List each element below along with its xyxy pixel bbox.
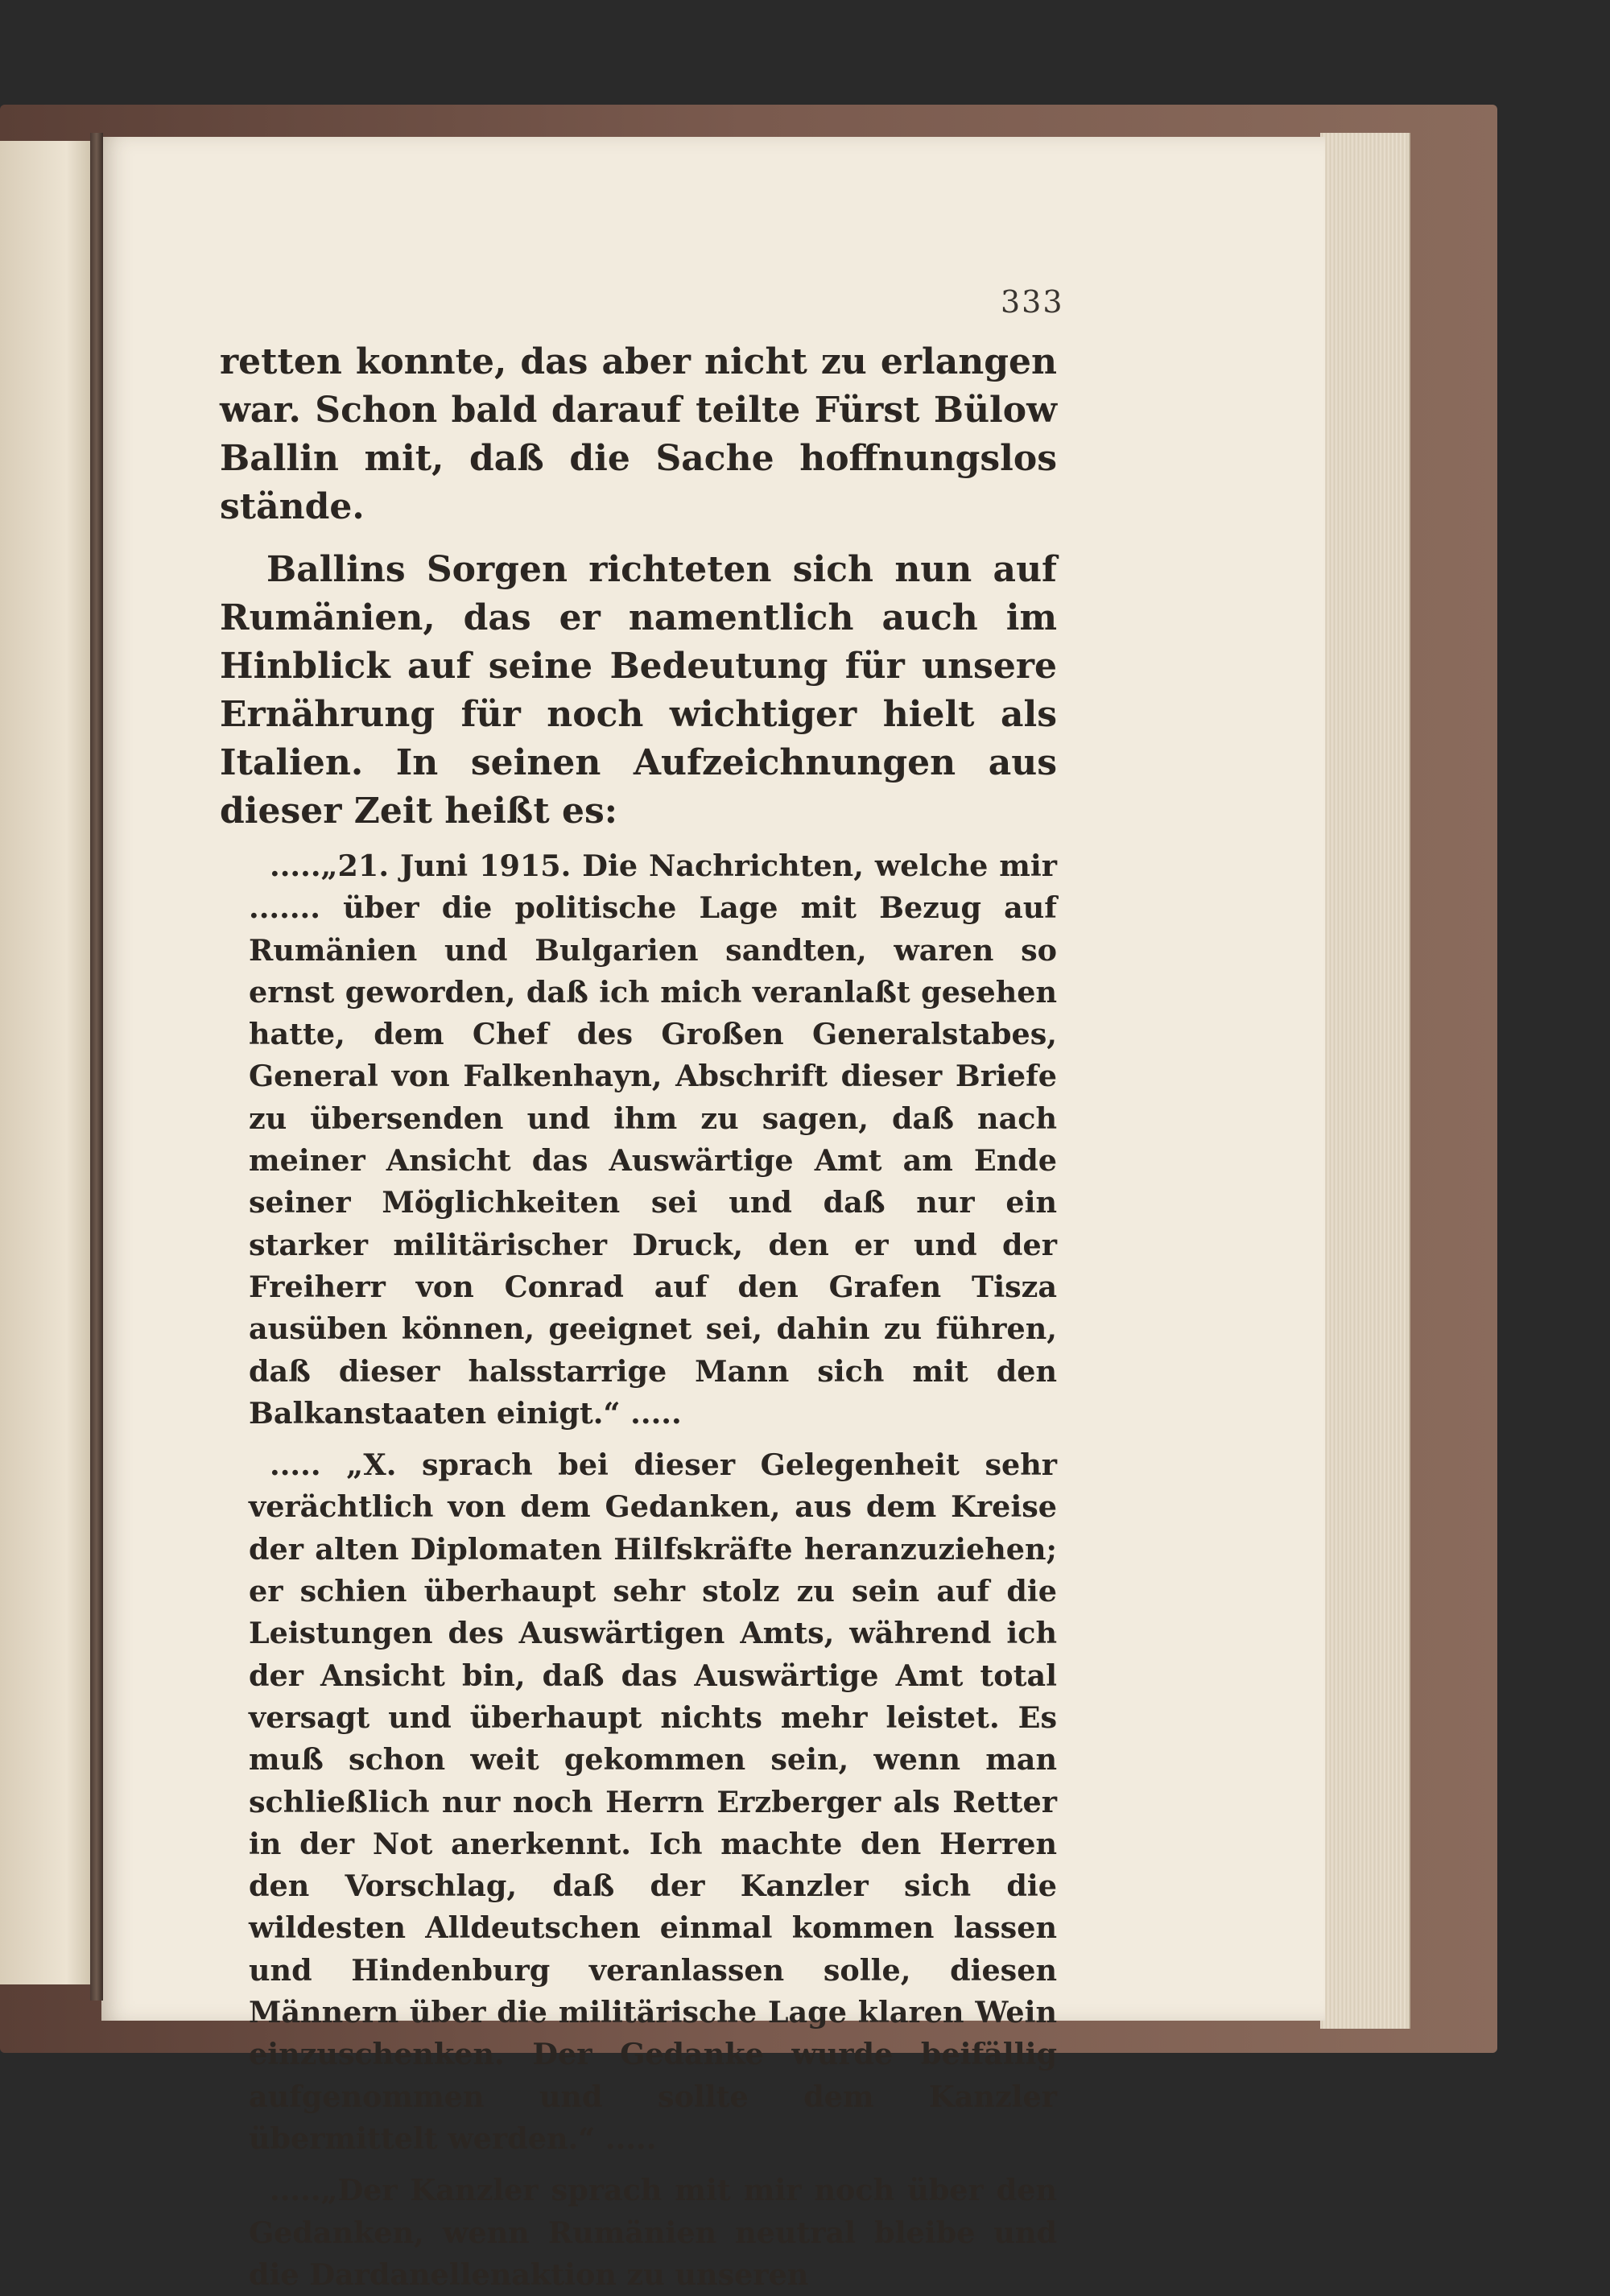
paragraph-1: retten konnte, das aber nicht zu erlangen war. Schon bald darauf teilte Fürst Bülow Ballin mit, daß die Sache hoffnungslos stände. (220, 341, 1057, 527)
paragraph-2: Ballins Sorgen richteten sich nun auf Rumänien, das er namentlich auch im Hinblick auf seine Bedeutung für unsere Ernährung für noch wichtiger hielt als Italien. In seinen Aufzeichnungen aus dieser Zeit heißt es: (220, 549, 1057, 832)
page-body (220, 338, 1057, 2296)
page-stack-edge (1320, 133, 1410, 2029)
left-page-edge (0, 141, 95, 1984)
quote-2: ..... „X. sprach bei dieser Gelegenheit sehr verächtlich von dem Gedanken, aus dem Kreise der alten Diplomaten Hilfskräfte heranzuziehen; er schien überhaupt sehr stolz zu sein auf die Leistungen des Auswärtigen Amts, während ich der Ansicht bin, daß das Auswärtige Amt total versagt und überhaupt nichts mehr leistet. Es muß schon weit gekommen sein, wenn man schließlich nur noch Herrn Erzberger als Retter in der Not anerkennt. Ich machte den Herren den Vorschlag, daß der Kanzler sich die wildesten Alldeutschen einmal kommen lassen und Hindenburg veranlassen solle, diesen Männern über die militärische Lage klaren Wein einzuschenken. Der Gedanke wurde beifällig aufgenommen und sollte dem Kanzler übermittelt werden.“ ..... (249, 1447, 1057, 2156)
book-gutter (90, 133, 103, 2001)
quote-3: .....„Der Kanzler sprach mit mir noch über den Gedanken, wenn Rumänien neutral bleibe und die Dardanellenaktion zu unseren (249, 2173, 1057, 2292)
quote-1: .....„21. Juni 1915. Die Nachrichten, welche mir ....... über die politische Lage mit Bezug auf Rumänien und Bulgarien sandten, waren so ernst geworden, daß ich mich veranlaßt gesehen hatte, dem Chef des Großen Generalstabes, General von Falkenhayn, Abschrift dieser Briefe zu übersenden und ihm zu sagen, daß nach meiner Ansicht das Auswärtige Amt am Ende seiner Möglichkeiten sei und daß nur ein starker militärischer Druck, den er und der Freiherr von Conrad auf den Grafen Tisza ausüben können, geeignet sei, dahin zu führen, daß dieser halsstarrige Mann sich mit den Balkanstaaten einigt.“ ..... (249, 849, 1057, 1431)
page-number: 333 (1001, 284, 1064, 320)
